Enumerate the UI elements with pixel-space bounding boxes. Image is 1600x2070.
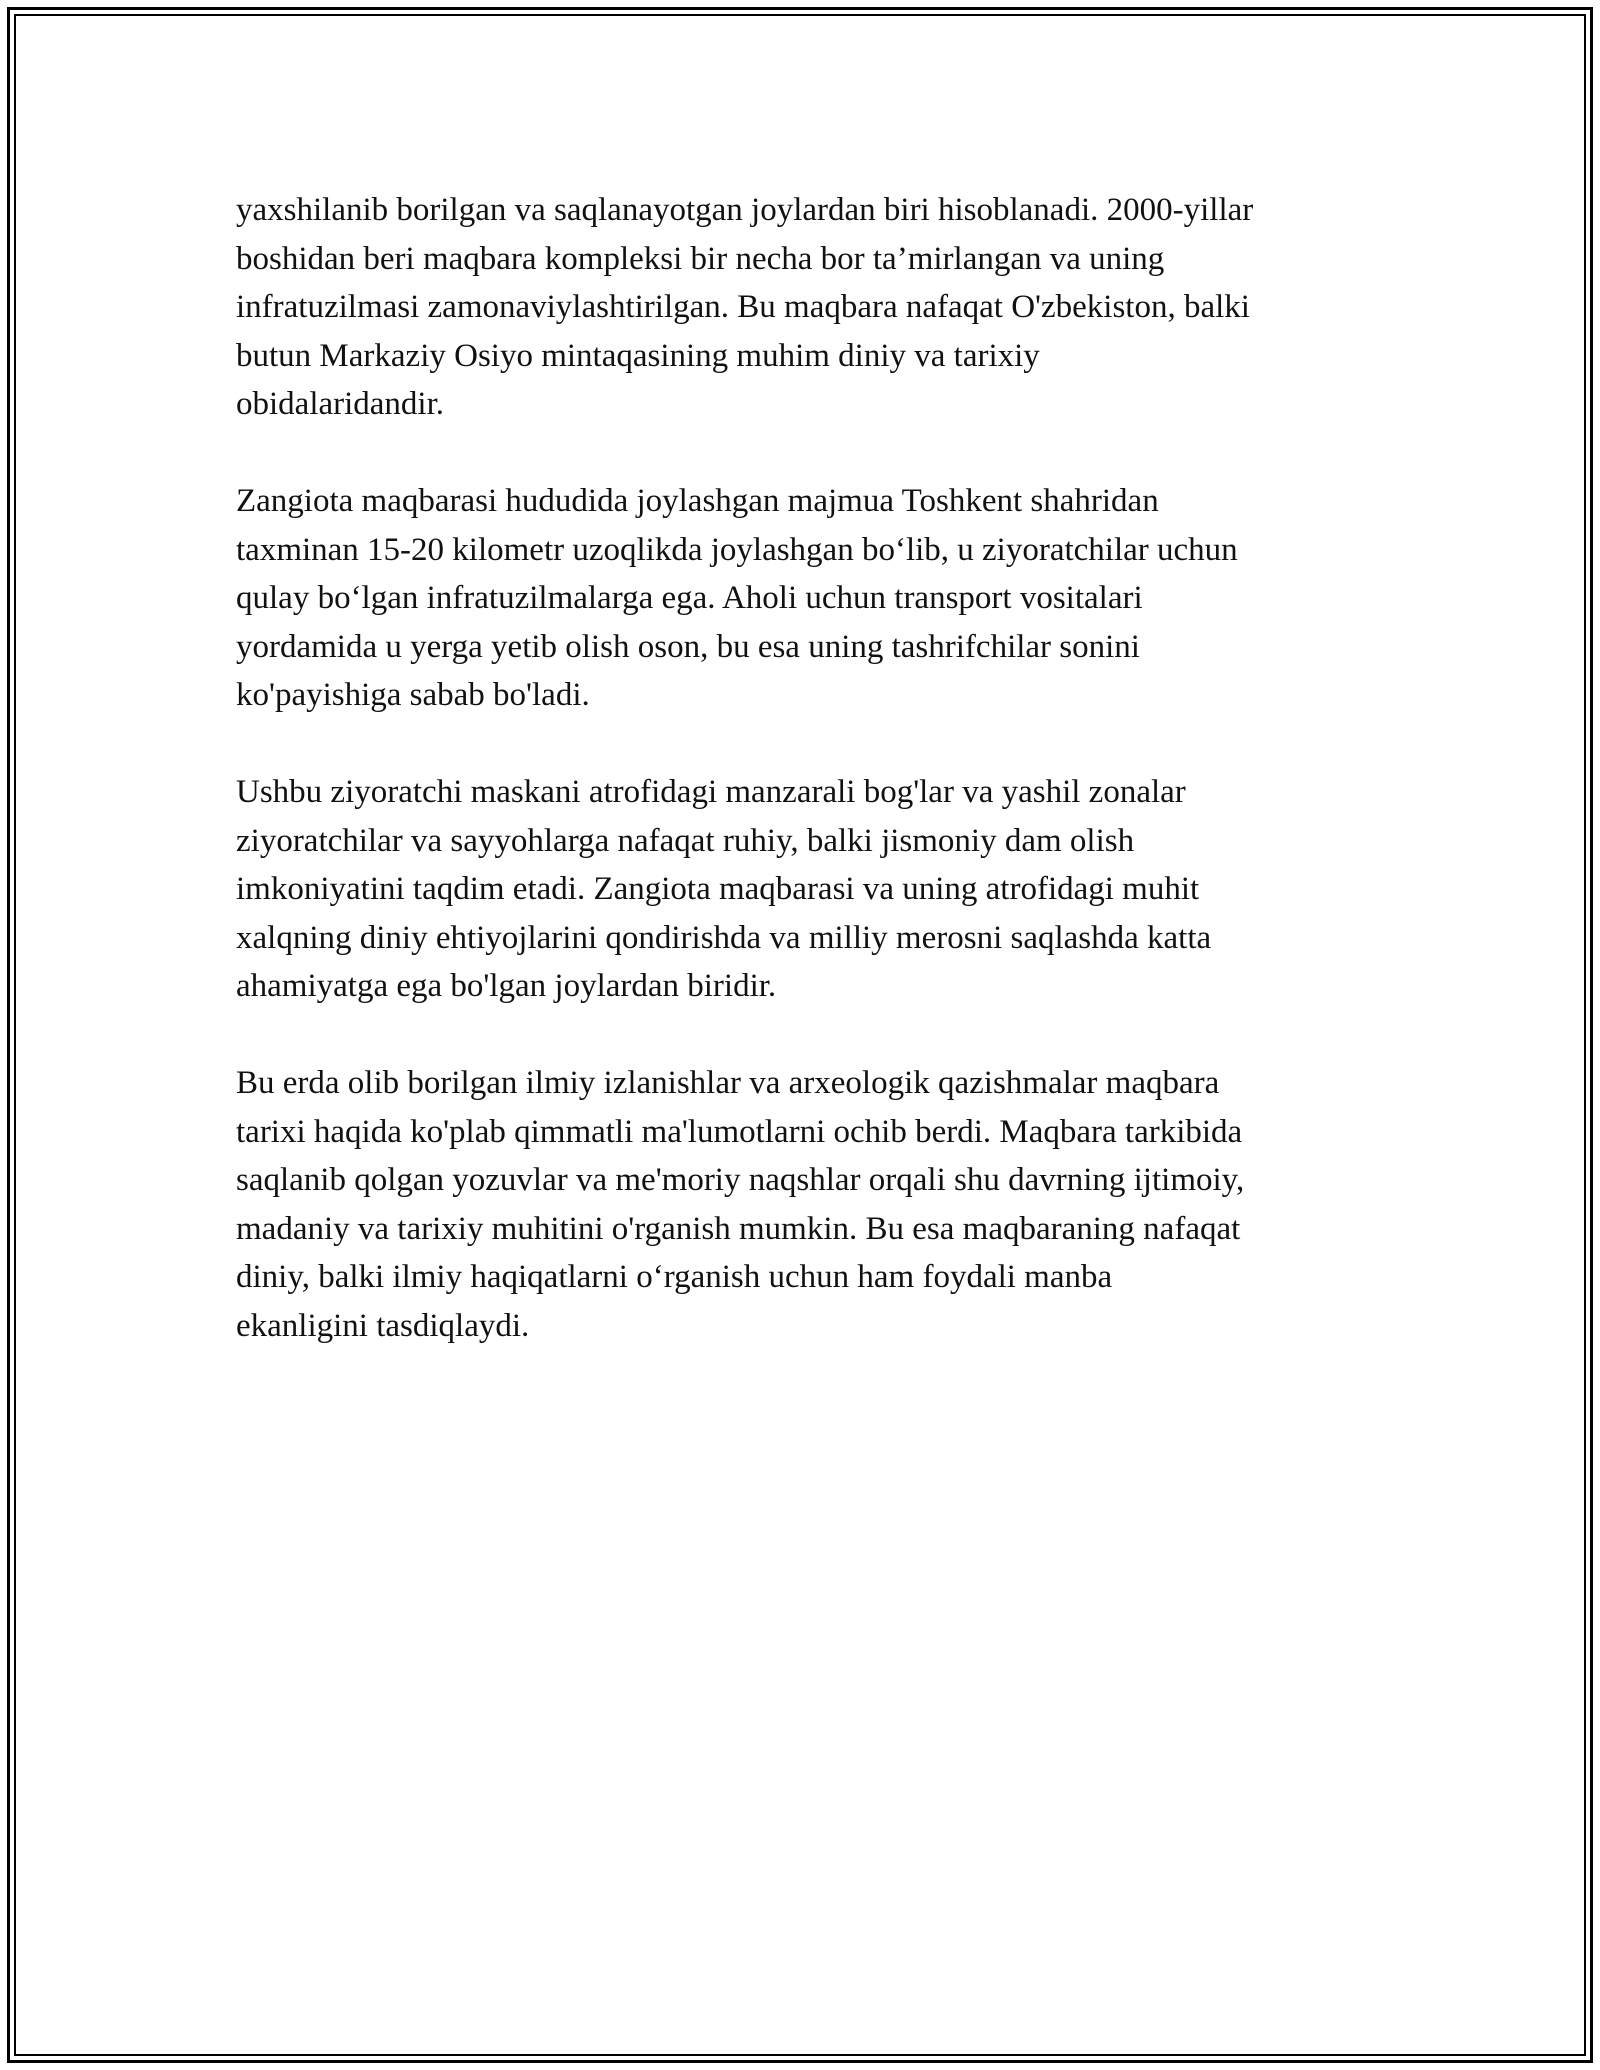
paragraph-1 xyxy=(236,186,1366,429)
paragraph-4 xyxy=(236,1059,1366,1350)
text-line: taxminan 15-20 kilometr uzoqlikda joylashgan bo‘lib, u ziyoratchilar uchun xyxy=(236,531,1238,568)
text-line: saqlanib qolgan yozuvlar va me'moriy naqshlar orqali shu davrning ijtimoiy, xyxy=(236,1162,1245,1198)
text-line: ko'payishiga sabab bo'ladi. xyxy=(236,677,590,713)
paragraph-2 xyxy=(236,477,1366,720)
text-line: Ushbu ziyoratchi maskani atrofidagi manzarali bog'lar va yashil zonalar xyxy=(236,774,1186,810)
text-line: ekanligini tasdiqlaydi. xyxy=(236,1307,530,1344)
text-line: obidalaridandir. xyxy=(236,386,445,422)
text-line: ahamiyatga ega bo'lgan joylardan biridir. xyxy=(236,968,777,1004)
text-line: butun Markaziy Osiyo mintaqasining muhim diniy va tarixiy xyxy=(236,337,1040,374)
text-line: Bu erda olib borilgan ilmiy izlanishlar va arxeologik qazishmalar maqbara xyxy=(236,1065,1220,1101)
text-line: qulay bo‘lgan infratuzilmalarga ega. Aholi uchun transport vositalari xyxy=(236,580,1143,616)
text-line: imkoniyatini taqdim etadi. Zangiota maqbarasi va uning atrofidagi muhit xyxy=(236,871,1200,907)
text-line: ziyoratchilar va sayyohlarga nafaqat ruhiy, balki jismoniy dam olish xyxy=(236,822,1135,859)
text-line: Zangiota maqbarasi hududida joylashgan majmua Toshkent shahridan xyxy=(236,483,1159,519)
text-line: xalqning diniy ehtiyojlarini qondirishda va milliy merosni saqlashda katta xyxy=(236,919,1212,956)
text-line: madaniy va tarixiy muhitini o'rganish mumkin. Bu esa maqbaraning nafaqat xyxy=(236,1210,1241,1247)
document-body xyxy=(236,186,1366,1399)
text-line: yordamida u yerga yetib olish oson, bu esa uning tashrifchilar sonini xyxy=(236,628,1140,665)
text-line: tarixi haqida ko'plab qimmatli ma'lumotlarni ochib berdi. Maqbara tarkibida xyxy=(236,1113,1243,1150)
text-line: infratuzilmasi zamonaviylashtirilgan. Bu maqbara nafaqat O'zbekiston, balki xyxy=(236,289,1250,325)
paragraph-3 xyxy=(236,768,1366,1011)
text-line: yaxshilanib borilgan va saqlanayotgan joylardan biri hisoblanadi. 2000-yillar xyxy=(236,192,1254,228)
text-line: diniy, balki ilmiy haqiqatlarni o‘rganish uchun ham foydali manba xyxy=(236,1259,1113,1295)
text-line: boshidan beri maqbara kompleksi bir necha bor ta’mirlangan va uning xyxy=(236,240,1165,277)
